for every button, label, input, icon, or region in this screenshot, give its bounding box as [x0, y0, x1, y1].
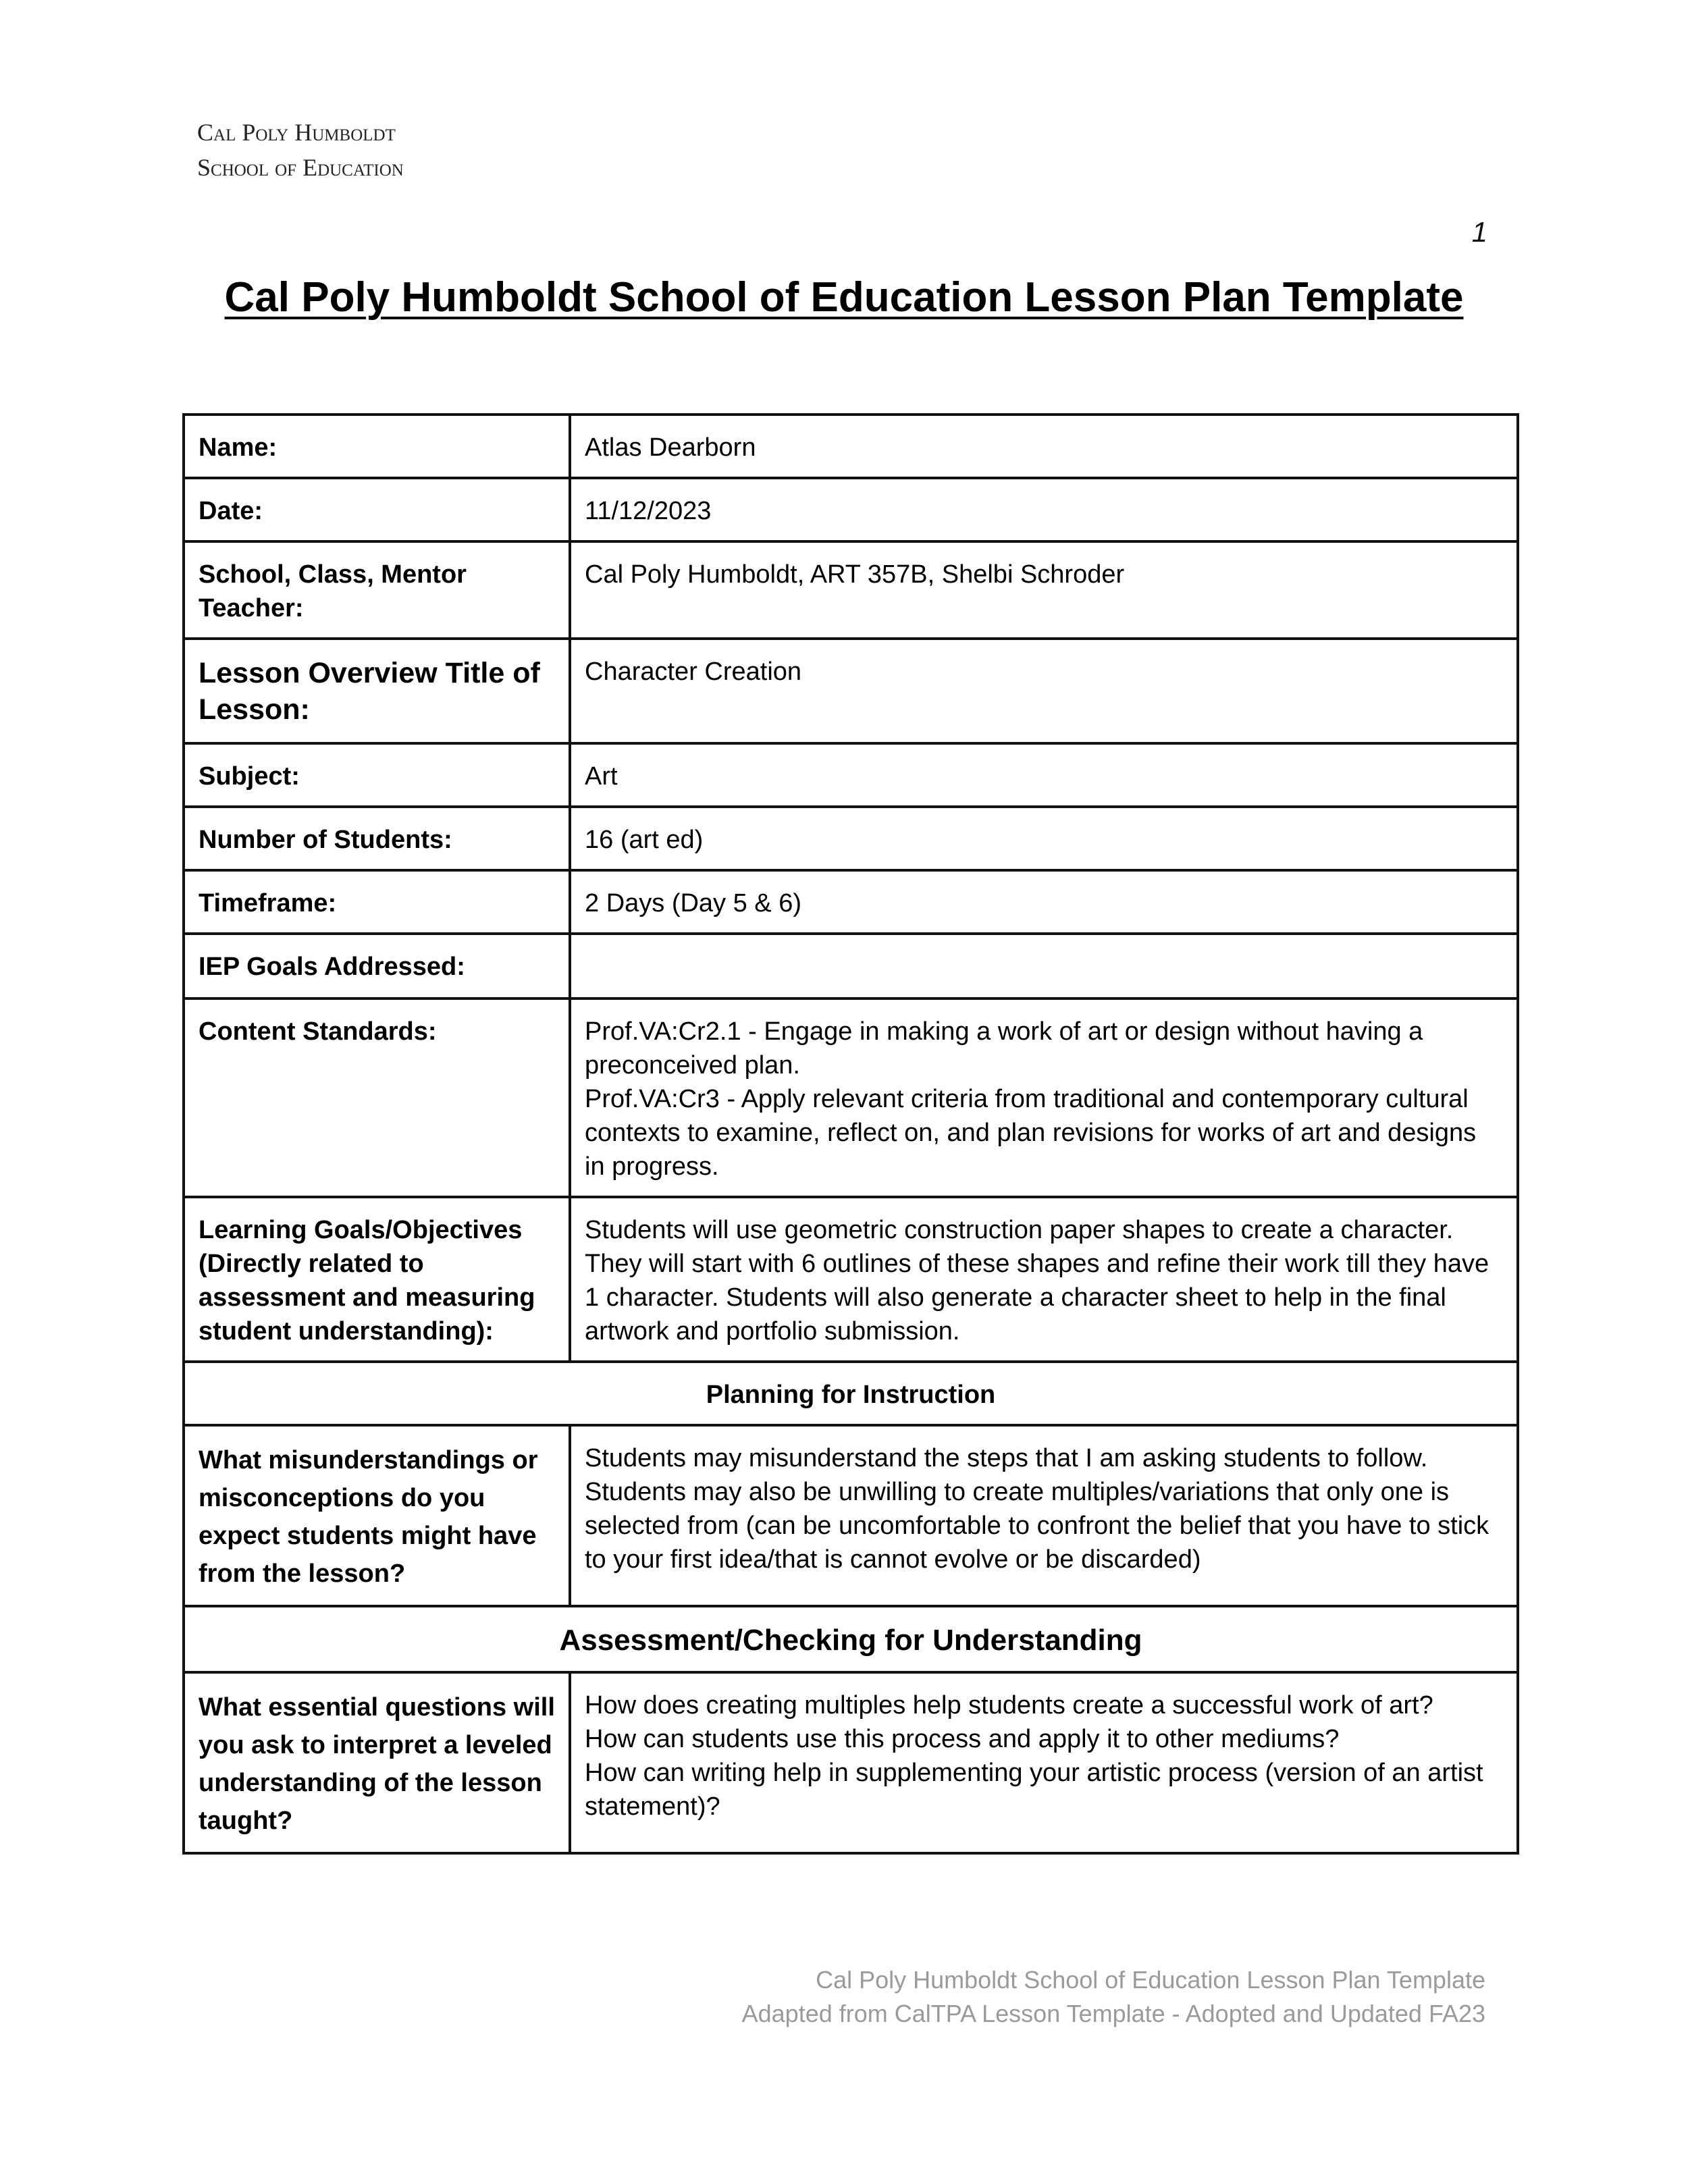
header-line-school: School of Education	[197, 154, 404, 181]
footer-line-adapted: Adapted from CalTPA Lesson Template - Adopted and Updated FA23	[741, 2000, 1485, 2027]
table-row-name	[184, 415, 1518, 478]
misconceptions-value: Students may misunderstand the steps that I am asking students to follow. Students may also be unwilling to create multiples/variations that only one is selected from (can be uncomfortable to confront the belief that you have to stick to your first idea/that is cannot evolve or be discarded)	[570, 1425, 1518, 1606]
header-line-university: Cal Poly Humboldt	[197, 119, 396, 146]
num-students-label: Number of Students:	[184, 807, 570, 870]
table-row-subject	[184, 743, 1518, 807]
date-label: Date:	[184, 478, 570, 541]
timeframe-label: Timeframe:	[184, 870, 570, 934]
lesson-plan-table	[182, 413, 1519, 1855]
lesson-title-value: Character Creation	[570, 639, 1518, 743]
lesson-title-label: Lesson Overview Title of Lesson:	[184, 639, 570, 743]
iep-label: IEP Goals Addressed:	[184, 934, 570, 998]
subject-value: Art	[570, 743, 1518, 807]
table-row-date	[184, 478, 1518, 541]
name-value: Atlas Dearborn	[570, 415, 1518, 478]
date-value: 11/12/2023	[570, 478, 1518, 541]
table-row-timeframe	[184, 870, 1518, 934]
table-row-essential-questions	[184, 1672, 1518, 1853]
timeframe-value: 2 Days (Day 5 & 6)	[570, 870, 1518, 934]
subject-label: Subject:	[184, 743, 570, 807]
page-footer	[742, 1963, 1485, 2031]
institution-header	[197, 115, 404, 185]
section-heading-planning: Planning for Instruction	[184, 1362, 1518, 1425]
table-row-content-standards	[184, 998, 1518, 1197]
section-row-assessment	[184, 1606, 1518, 1672]
school-value: Cal Poly Humboldt, ART 357B, Shelbi Schroder	[570, 541, 1518, 639]
section-heading-assessment: Assessment/Checking for Understanding	[184, 1606, 1518, 1672]
table-row-iep	[184, 934, 1518, 998]
table-row-learning-goals	[184, 1197, 1518, 1362]
footer-line-template: Cal Poly Humboldt School of Education Lesson Plan Template	[816, 1966, 1485, 1994]
questions-value: How does creating multiples help students create a successful work of art? How can students use this process and apply it to other mediums? How can writing help in supplementing your artistic process (version of an artist statement)?	[570, 1672, 1518, 1853]
name-label: Name:	[184, 415, 570, 478]
table-row-misconceptions	[184, 1425, 1518, 1606]
page-number: 1	[1471, 216, 1487, 248]
goals-label: Learning Goals/Objectives (Directly related to assessment and measuring student understanding):	[184, 1197, 570, 1362]
document-title: Cal Poly Humboldt School of Education Lesson Plan Template	[224, 274, 1464, 321]
questions-label: What essential questions will you ask to interpret a leveled understanding of the lesson taught?	[184, 1672, 570, 1853]
misconceptions-label: What misunderstandings or misconceptions do you expect students might have from the lesson?	[184, 1425, 570, 1606]
standards-label: Content Standards:	[184, 998, 570, 1197]
standards-value: Prof.VA:Cr2.1 - Engage in making a work of art or design without having a preconceived plan. Prof.VA:Cr3 - Apply relevant criteria from traditional and contemporary cultural contexts to examine, reflect on, and plan revisions for works of art and designs in progress.	[570, 998, 1518, 1197]
section-row-planning	[184, 1362, 1518, 1425]
table-row-lesson-title	[184, 639, 1518, 743]
num-students-value: 16 (art ed)	[570, 807, 1518, 870]
table-row-school	[184, 541, 1518, 639]
iep-value	[570, 934, 1518, 998]
goals-value: Students will use geometric construction paper shapes to create a character. They will start with 6 outlines of these shapes and refine their work till they have 1 character. Students will also generate a character sheet to help in the final artwork and portfolio submission.	[570, 1197, 1518, 1362]
school-label: School, Class, Mentor Teacher:	[184, 541, 570, 639]
table-row-number-of-students	[184, 807, 1518, 870]
